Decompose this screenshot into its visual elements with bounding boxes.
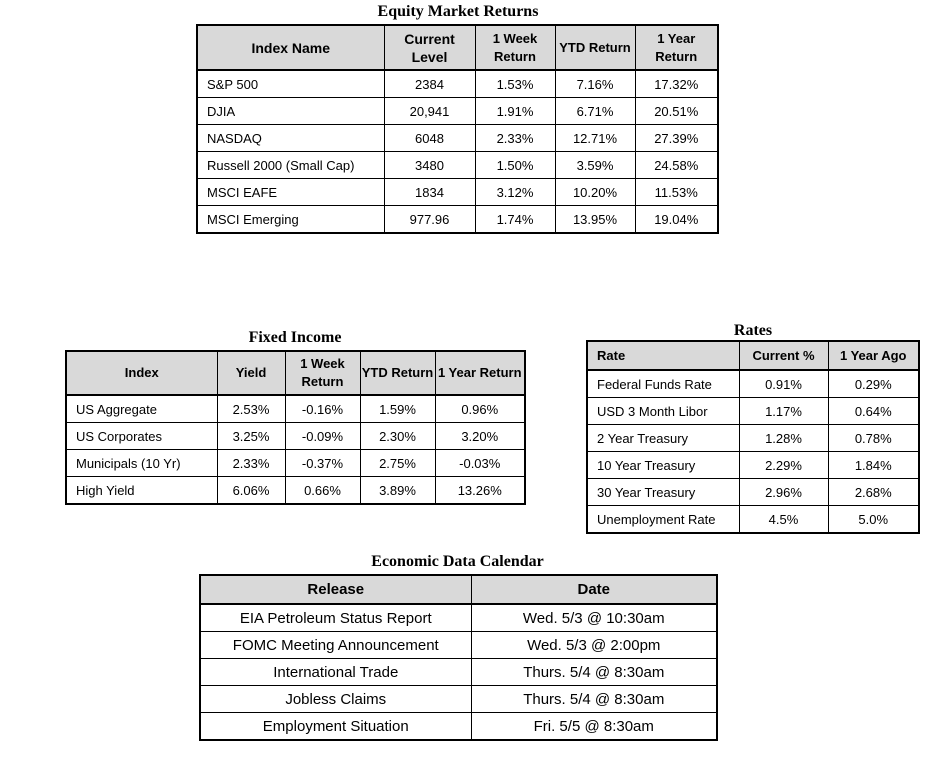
current-level: 977.96: [384, 206, 475, 234]
week-return: 2.33%: [475, 125, 555, 152]
year-ago-rate: 5.0%: [828, 506, 919, 534]
column-header: YTD Return: [555, 25, 635, 70]
economic-calendar-table: [199, 574, 718, 741]
rate-name: Federal Funds Rate: [587, 370, 739, 398]
column-header: Release: [200, 575, 471, 604]
table-row: [66, 477, 525, 505]
table-row: [197, 98, 718, 125]
year-return: 13.26%: [435, 477, 525, 505]
table-header-row: [197, 25, 718, 70]
rates-table: [586, 340, 920, 534]
current-rate: 2.96%: [739, 479, 828, 506]
week-return: 0.66%: [285, 477, 360, 505]
year-ago-rate: 0.78%: [828, 425, 919, 452]
index-name: NASDAQ: [197, 125, 384, 152]
year-ago-rate: 1.84%: [828, 452, 919, 479]
equity-returns-title: Equity Market Returns: [377, 3, 539, 20]
ytd-return: 10.20%: [555, 179, 635, 206]
year-return: 27.39%: [635, 125, 718, 152]
year-return: 11.53%: [635, 179, 718, 206]
column-header: YTD Return: [360, 351, 435, 395]
ytd-return: 12.71%: [555, 125, 635, 152]
ytd-return: 3.89%: [360, 477, 435, 505]
index-name: Russell 2000 (Small Cap): [197, 152, 384, 179]
table-row: [66, 395, 525, 423]
ytd-return: 3.59%: [555, 152, 635, 179]
table-row: [200, 659, 717, 686]
fixed-income-title: Fixed Income: [248, 329, 342, 346]
ytd-return: 13.95%: [555, 206, 635, 234]
index-name: High Yield: [66, 477, 217, 505]
year-return: 24.58%: [635, 152, 718, 179]
current-level: 6048: [384, 125, 475, 152]
table-row: [66, 423, 525, 450]
current-rate: 4.5%: [739, 506, 828, 534]
week-return: -0.16%: [285, 395, 360, 423]
table-header-row: [200, 575, 717, 604]
column-header: Date: [471, 575, 717, 604]
rates-title: Rates: [733, 322, 773, 339]
current-level: 3480: [384, 152, 475, 179]
column-header: Current %: [739, 341, 828, 370]
ytd-return: 2.75%: [360, 450, 435, 477]
rate-name: USD 3 Month Libor: [587, 398, 739, 425]
year-return: 17.32%: [635, 70, 718, 98]
current-rate: 0.91%: [739, 370, 828, 398]
rate-name: 30 Year Treasury: [587, 479, 739, 506]
table-row: [587, 398, 919, 425]
week-return: 1.91%: [475, 98, 555, 125]
table-row: [197, 152, 718, 179]
column-header: Current Level: [384, 25, 475, 70]
table-row: [587, 506, 919, 534]
release-date: Thurs. 5/4 @ 8:30am: [471, 686, 717, 713]
current-rate: 2.29%: [739, 452, 828, 479]
column-header: 1 Week Return: [475, 25, 555, 70]
column-header: 1 Year Return: [435, 351, 525, 395]
yield: 6.06%: [217, 477, 285, 505]
table-row: [587, 452, 919, 479]
year-return: 19.04%: [635, 206, 718, 234]
index-name: Municipals (10 Yr): [66, 450, 217, 477]
week-return: 3.12%: [475, 179, 555, 206]
release-name: Jobless Claims: [200, 686, 471, 713]
ytd-return: 1.59%: [360, 395, 435, 423]
rate-name: Unemployment Rate: [587, 506, 739, 534]
release-date: Wed. 5/3 @ 10:30am: [471, 604, 717, 632]
table-row: [66, 450, 525, 477]
column-header: Index: [66, 351, 217, 395]
table-row: [197, 206, 718, 234]
release-date: Fri. 5/5 @ 8:30am: [471, 713, 717, 741]
current-level: 20,941: [384, 98, 475, 125]
column-header: Index Name: [197, 25, 384, 70]
table-header-row: [587, 341, 919, 370]
rate-name: 2 Year Treasury: [587, 425, 739, 452]
index-name: MSCI EAFE: [197, 179, 384, 206]
year-return: 20.51%: [635, 98, 718, 125]
ytd-return: 7.16%: [555, 70, 635, 98]
year-ago-rate: 0.64%: [828, 398, 919, 425]
table-row: [200, 632, 717, 659]
release-name: FOMC Meeting Announcement: [200, 632, 471, 659]
release-name: EIA Petroleum Status Report: [200, 604, 471, 632]
yield: 2.33%: [217, 450, 285, 477]
index-name: US Corporates: [66, 423, 217, 450]
ytd-return: 2.30%: [360, 423, 435, 450]
week-return: 1.74%: [475, 206, 555, 234]
yield: 2.53%: [217, 395, 285, 423]
week-return: 1.50%: [475, 152, 555, 179]
index-name: MSCI Emerging: [197, 206, 384, 234]
table-row: [197, 125, 718, 152]
column-header: 1 Year Return: [635, 25, 718, 70]
fixed-income-table: [65, 350, 526, 505]
release-date: Thurs. 5/4 @ 8:30am: [471, 659, 717, 686]
ytd-return: 6.71%: [555, 98, 635, 125]
column-header: Yield: [217, 351, 285, 395]
column-header: 1 Year Ago: [828, 341, 919, 370]
table-row: [587, 425, 919, 452]
year-return: 3.20%: [435, 423, 525, 450]
current-level: 1834: [384, 179, 475, 206]
table-header-row: [66, 351, 525, 395]
year-return: 0.96%: [435, 395, 525, 423]
current-rate: 1.28%: [739, 425, 828, 452]
release-name: Employment Situation: [200, 713, 471, 741]
table-row: [200, 604, 717, 632]
year-ago-rate: 0.29%: [828, 370, 919, 398]
week-return: 1.53%: [475, 70, 555, 98]
yield: 3.25%: [217, 423, 285, 450]
equity-returns-table: [196, 24, 719, 234]
release-name: International Trade: [200, 659, 471, 686]
current-level: 2384: [384, 70, 475, 98]
table-row: [587, 479, 919, 506]
index-name: S&P 500: [197, 70, 384, 98]
table-row: [200, 686, 717, 713]
table-row: [200, 713, 717, 741]
column-header: Rate: [587, 341, 739, 370]
table-row: [587, 370, 919, 398]
week-return: -0.37%: [285, 450, 360, 477]
year-return: -0.03%: [435, 450, 525, 477]
index-name: DJIA: [197, 98, 384, 125]
column-header: 1 Week Return: [285, 351, 360, 395]
table-row: [197, 179, 718, 206]
rate-name: 10 Year Treasury: [587, 452, 739, 479]
year-ago-rate: 2.68%: [828, 479, 919, 506]
week-return: -0.09%: [285, 423, 360, 450]
current-rate: 1.17%: [739, 398, 828, 425]
release-date: Wed. 5/3 @ 2:00pm: [471, 632, 717, 659]
index-name: US Aggregate: [66, 395, 217, 423]
economic-calendar-title: Economic Data Calendar: [371, 553, 544, 570]
table-row: [197, 70, 718, 98]
